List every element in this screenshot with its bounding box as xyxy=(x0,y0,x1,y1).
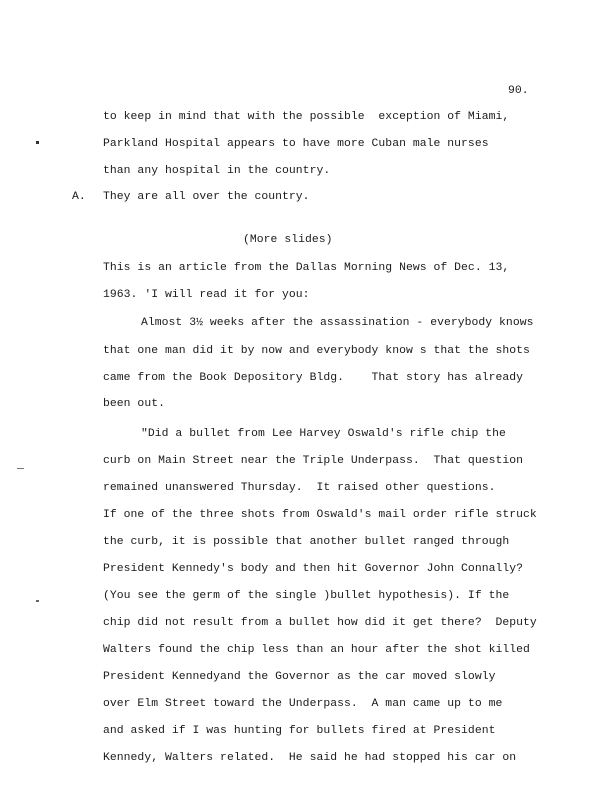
paragraph3-line-2: that one man did it by now and everybody know s that the shots xyxy=(103,345,530,357)
margin-speck xyxy=(36,600,39,602)
paragraph3-line-3: came from the Book Depository Bldg. That story has already xyxy=(103,372,524,384)
answer-marker: A. xyxy=(72,191,86,203)
paragraph4-line-6: President Kennedy's body and then hit Governor John Connally? xyxy=(103,563,524,575)
paragraph1-line-1: to keep in mind that with the possible exception of Miami, xyxy=(103,111,510,123)
paragraph2-line-2: 1963. 'I will read it for you: xyxy=(103,289,310,301)
paragraph4-line-11: over Elm Street toward the Underpass. A man came up to me xyxy=(103,698,503,710)
page-number: 90. xyxy=(508,85,529,97)
paragraph4-line-5: the curb, it is possible that another bullet ranged through xyxy=(103,536,510,548)
margin-speck xyxy=(36,141,39,144)
paragraph4-line-2: curb on Main Street near the Triple Underpass. That question xyxy=(103,455,524,467)
paragraph4-line-9: Walters found the chip less than an hour after the shot killed xyxy=(103,644,530,656)
paragraph4-line-4: If one of the three shots from Oswald's mail order rifle struck xyxy=(103,509,537,521)
paragraph4-line-13: Kennedy, Walters related. He said he had stopped his car on xyxy=(103,752,517,764)
answer-text: They are all over the country. xyxy=(103,191,310,203)
paragraph4-line-7: (You see the germ of the single )bullet hypothesis). If the xyxy=(103,590,510,602)
paragraph3-line-4: been out. xyxy=(103,398,165,410)
paragraph4-line-1: "Did a bullet from Lee Harvey Oswald's rifle chip the xyxy=(141,428,506,440)
slides-note: (More slides) xyxy=(243,234,333,246)
paragraph4-line-8: chip did not result from a bullet how did it get there? Deputy xyxy=(103,617,537,629)
margin-speck xyxy=(17,468,24,469)
paragraph4-line-3: remained unanswered Thursday. It raised other questions. xyxy=(103,482,496,494)
paragraph1-line-2: Parkland Hospital appears to have more Cuban male nurses xyxy=(103,138,489,150)
paragraph2-line-1: This is an article from the Dallas Morning News of Dec. 13, xyxy=(103,262,510,274)
paragraph1-line-3: than any hospital in the country. xyxy=(103,165,331,177)
paragraph3-line-1: Almost 3½ weeks after the assassination - everybody knows xyxy=(141,317,534,329)
paragraph4-line-12: and asked if I was hunting for bullets fired at President xyxy=(103,725,496,737)
paragraph4-line-10: President Kennedyand the Governor as the car moved slowly xyxy=(103,671,496,683)
